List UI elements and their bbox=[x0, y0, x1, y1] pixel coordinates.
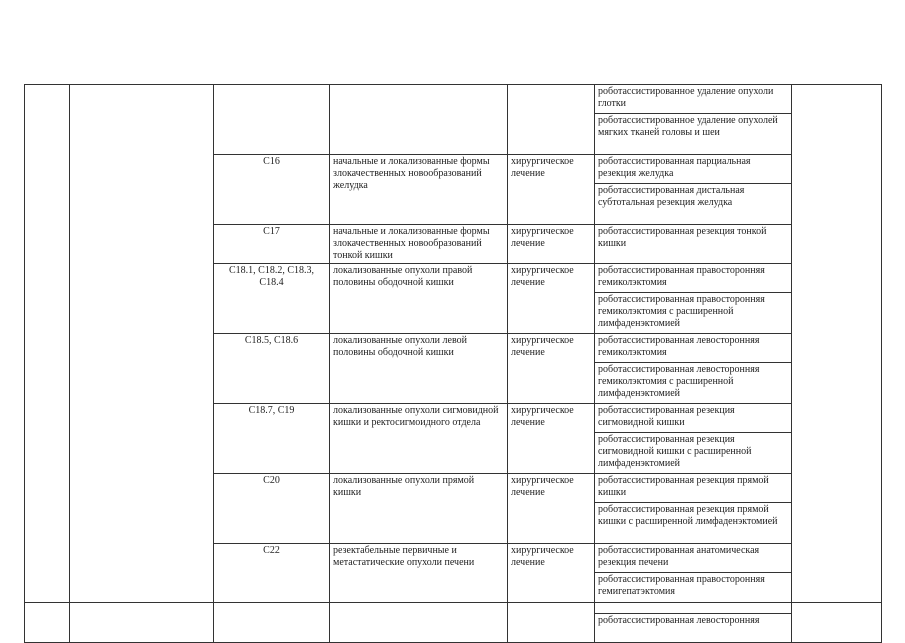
icd-code-cell: C20 bbox=[214, 474, 330, 544]
method-cell: роботассистированная левосторонняя bbox=[595, 614, 792, 643]
icd-code-cell: C18.7, C19 bbox=[214, 404, 330, 474]
condition-cell: локализованные опухоли левой половины ободочной кишки bbox=[330, 334, 508, 404]
condition-cell: локализованные опухоли правой половины ободочной кишки bbox=[330, 264, 508, 334]
condition-cell: начальные и локализованные формы злокачественных новообразований желудка bbox=[330, 155, 508, 225]
icd-code-cell: C17 bbox=[214, 225, 330, 264]
method-cell: роботассистированная дистальная субтотальная резекция желудка bbox=[595, 184, 792, 225]
method-cell: роботассистированная левосторонняя гемиколэктомия с расширенной лимфаденэктомией bbox=[595, 363, 792, 404]
condition-cell: начальные и локализованные формы злокачественных новообразований тонкой кишки bbox=[330, 225, 508, 264]
treatment-type-cell: хирургическое лечение bbox=[508, 155, 595, 225]
method-cell: роботассистированное удаление опухоли глотки bbox=[595, 85, 792, 114]
icd-code-cell: C22 bbox=[214, 544, 330, 643]
right-empty-cell bbox=[792, 85, 882, 643]
treatment-type-cell: хирургическое лечение bbox=[508, 225, 595, 264]
condition-cell: локализованные опухоли прямой кишки bbox=[330, 474, 508, 544]
treatment-type-cell: хирургическое лечение bbox=[508, 264, 595, 334]
method-cell: роботассистированная правосторонняя гемиколэктомия с расширенной лимфаденэктомией bbox=[595, 293, 792, 334]
treatment-type-cell: хирургическое лечение bbox=[508, 474, 595, 544]
treatment-type-cell: хирургическое лечение bbox=[508, 404, 595, 474]
method-cell: роботассистированная парциальная резекция желудка bbox=[595, 155, 792, 184]
treatment-type-cell: хирургическое лечение bbox=[508, 544, 595, 643]
method-cell: роботассистированное удаление опухолей мягких тканей головы и шеи bbox=[595, 114, 792, 155]
icd-code-cell: C18.5, C18.6 bbox=[214, 334, 330, 404]
method-cell: роботассистированная резекция тонкой кишки bbox=[595, 225, 792, 264]
condition-cell: резектабельные первичные и метастатические опухоли печени bbox=[330, 544, 508, 643]
method-cell: роботассистированная резекция прямой кишки bbox=[595, 474, 792, 503]
method-cell: роботассистированная резекция сигмовидной кишки bbox=[595, 404, 792, 433]
icd-code-cell bbox=[214, 85, 330, 155]
method-cell: роботассистированная правосторонняя гемигепатэктомия bbox=[595, 573, 792, 614]
method-cell: роботассистированная правосторонняя гемиколэктомия bbox=[595, 264, 792, 293]
method-cell: роботассистированная анатомическая резекция печени bbox=[595, 544, 792, 573]
treatment-type-cell: хирургическое лечение bbox=[508, 334, 595, 404]
method-cell: роботассистированная резекция прямой кишки с расширенной лимфаденэктомией bbox=[595, 503, 792, 544]
icd-code-cell: C16 bbox=[214, 155, 330, 225]
procedures-table bbox=[24, 84, 882, 643]
table-row bbox=[25, 85, 882, 114]
icd-code-cell: C18.1, C18.2, C18.3, C18.4 bbox=[214, 264, 330, 334]
condition-cell bbox=[330, 85, 508, 155]
condition-cell: локализованные опухоли сигмовидной кишки и ректосигмоидного отдела bbox=[330, 404, 508, 474]
method-cell: роботассистированная резекция сигмовидной кишки с расширенной лимфаденэктомией bbox=[595, 433, 792, 474]
table-bottom-border bbox=[24, 602, 881, 603]
group-name-cell bbox=[70, 85, 214, 643]
method-cell: роботассистированная левосторонняя гемиколэктомия bbox=[595, 334, 792, 363]
treatment-type-cell bbox=[508, 85, 595, 155]
left-margin-cell bbox=[25, 85, 70, 643]
